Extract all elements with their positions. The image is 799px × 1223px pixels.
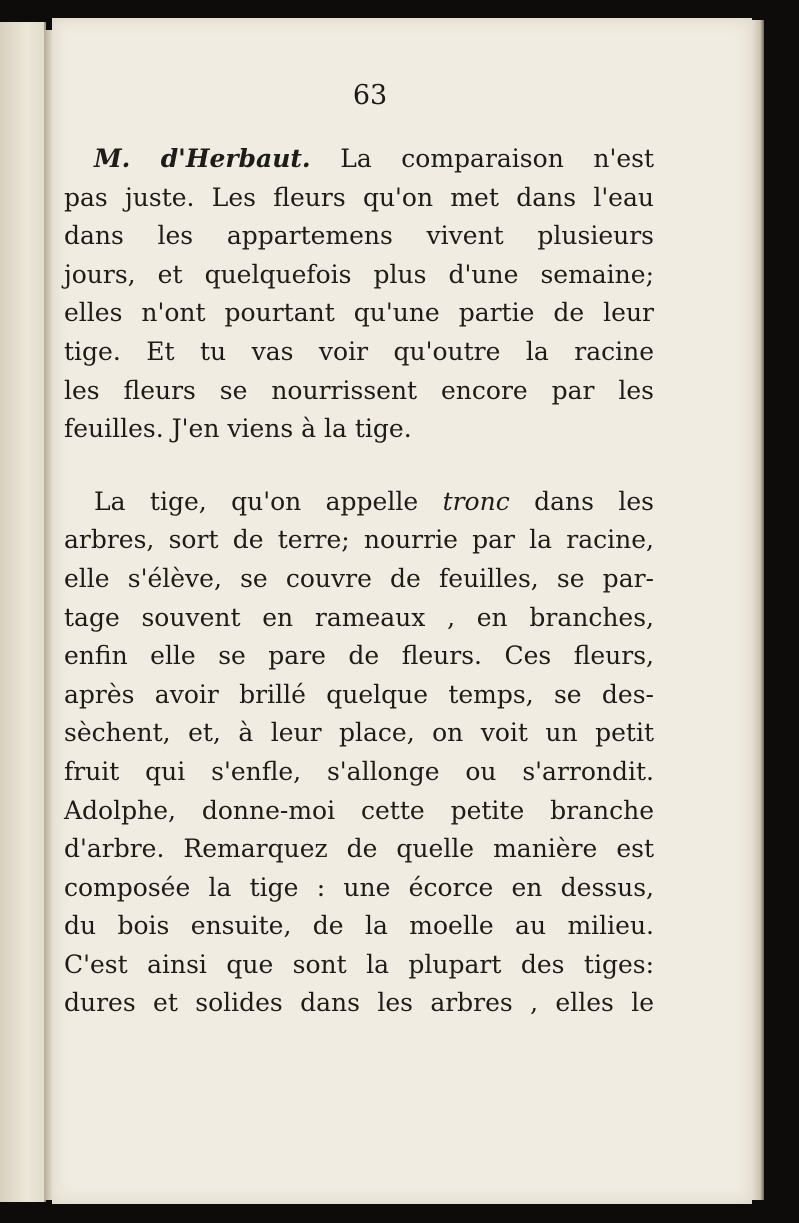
text-line: d'arbre. Remarquez de quelle manière est <box>64 834 654 864</box>
text-line: composée la tige : une écorce en dessus, <box>64 872 654 902</box>
book-gutter <box>44 30 52 1200</box>
paragraph-1 <box>64 140 654 449</box>
text-line: C'est ainsi que sont la plupart des tiges: <box>64 949 654 979</box>
italic-term: tronc <box>442 486 510 516</box>
text-line: tage souvent en rameaux , en branches, <box>64 602 654 632</box>
text-line: jours, et quelquefois plus d'une semaine; <box>64 259 654 289</box>
page-number: 63 <box>352 80 388 111</box>
text-line: pas juste. Les fleurs qu'on met dans l'eau <box>64 182 654 212</box>
text-span: La comparaison n'est <box>340 144 654 173</box>
text-line: après avoir brillé quelque temps, se des- <box>64 679 654 709</box>
paragraph-2 <box>64 483 654 1023</box>
text-line <box>64 483 654 522</box>
text-line: fruit qui s'enfle, s'allonge ou s'arrondit. <box>64 756 654 786</box>
text-line: arbres, sort de terre; nourrie par la racine, <box>64 525 654 555</box>
text-line: elle s'élève, se couvre de feuilles, se par- <box>64 563 654 593</box>
text-line: les fleurs se nourrissent encore par les <box>64 375 654 405</box>
text-line: elles n'ont pourtant qu'une partie de leur <box>64 298 654 328</box>
text-line: sèchent, et, à leur place, on voit un petit <box>64 718 654 748</box>
text-line: enfin elle se pare de fleurs. Ces fleurs, <box>64 641 654 671</box>
text-span: dans les <box>534 486 655 516</box>
text-line: tige. Et tu vas voir qu'outre la racine <box>64 336 654 366</box>
text-line: du bois ensuite, de la moelle au milieu. <box>64 911 654 941</box>
page-text <box>64 140 654 1023</box>
text-span: La tige, qu'on appelle <box>94 486 419 516</box>
facing-page-edge <box>0 22 46 1202</box>
speaker-name: M. d'Herbaut. <box>94 144 311 173</box>
text-line: feuilles. J'en viens à la tige. <box>64 414 412 444</box>
text-line: dans les appartemens vivent plusieurs <box>64 221 654 251</box>
text-line <box>64 140 654 179</box>
page-edge <box>752 20 764 1200</box>
text-line: dures et solides dans les arbres , elles le <box>64 988 654 1018</box>
text-line: Adolphe, donne-moi cette petite branche <box>64 795 654 825</box>
